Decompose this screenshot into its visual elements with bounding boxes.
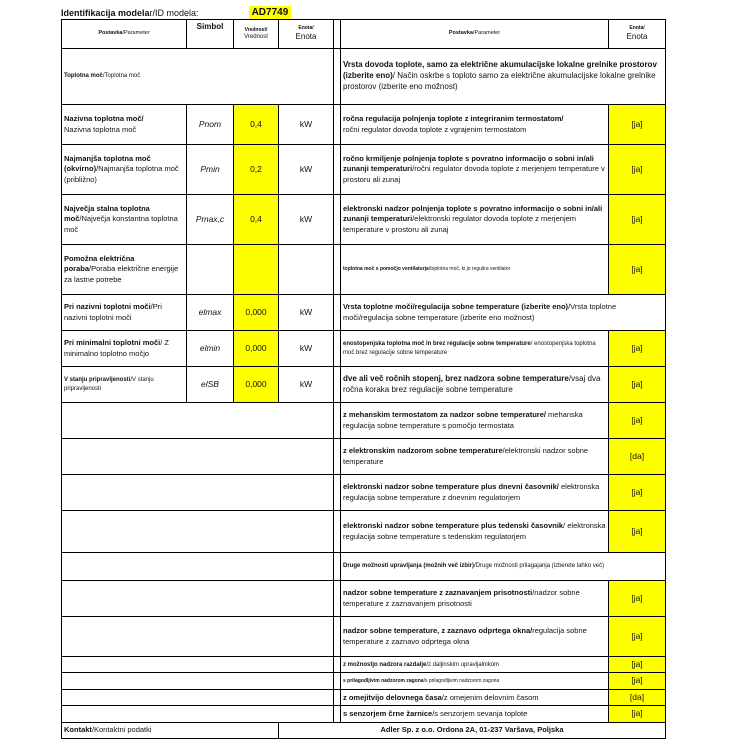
model-id-value: AD7749 xyxy=(249,6,292,19)
spacer-cell xyxy=(334,20,341,49)
param-symbol: elmax xyxy=(187,295,234,331)
spacer-cell xyxy=(334,673,341,689)
param-label: Pri nazivni toplotni moči/Pri nazivni toplotni moči xyxy=(62,295,187,331)
option-label: z možnostjo nadzora razdalje/z daljinskim upravljalnikom xyxy=(341,657,609,673)
spacer-cell xyxy=(334,49,341,105)
table-row xyxy=(62,553,666,581)
spacer-cell xyxy=(334,689,341,705)
option-value: [ja] xyxy=(609,195,666,245)
param-unit: kW xyxy=(279,105,334,145)
option-label: dve ali več ročnih stopenj, brez nadzora sobne temperature/vsaj dva ročna koraka brez regulacije sobne temperature xyxy=(341,367,609,403)
heat-output-heading: Toplotna moč/Toplotna moč xyxy=(62,49,334,105)
table-row xyxy=(62,105,666,145)
option-value: [ja] xyxy=(609,511,666,553)
option-value: [ja] xyxy=(609,673,666,689)
param-value: 0,000 xyxy=(234,367,279,403)
empty-cell xyxy=(62,475,334,511)
table-header-row xyxy=(62,20,666,49)
param-symbol: Pmin xyxy=(187,145,234,195)
spacer-cell xyxy=(334,657,341,673)
model-id-label: Identifikacija modela xyxy=(61,7,150,18)
option-value: [da] xyxy=(609,439,666,475)
param-value xyxy=(234,245,279,295)
empty-cell xyxy=(62,617,334,657)
param-unit: kW xyxy=(279,195,334,245)
spacer-cell xyxy=(334,295,341,331)
option-value: [ja] xyxy=(609,403,666,439)
spacer-cell xyxy=(334,245,341,295)
table-row xyxy=(62,511,666,553)
option-label: toplotna moč s pomočjo ventilatorja/toplotna moč, ki jo regulira ventilator xyxy=(341,245,609,295)
param-value: 0,000 xyxy=(234,295,279,331)
contact-label: Kontakt/Kontaktni podatki xyxy=(62,722,279,738)
param-label: Največja stalna toplotna moč/Največja konstantna toplotna moč xyxy=(62,195,187,245)
spacer-cell xyxy=(334,403,341,439)
option-label: elektronski nadzor sobne temperature plus tedenski časovnik/ elektronska regulacija sobne temperature s tedenskim regulatorjem xyxy=(341,511,609,553)
empty-cell xyxy=(62,706,334,722)
spacer-cell xyxy=(334,475,341,511)
option-value: [ja] xyxy=(609,617,666,657)
param-value: 0,000 xyxy=(234,331,279,367)
option-value: [ja] xyxy=(609,475,666,511)
table-row xyxy=(62,581,666,617)
spacer-cell xyxy=(334,195,341,245)
empty-cell xyxy=(62,553,334,581)
option-label: z omejitvijo delovnega časa/z omejenim delovnim časom xyxy=(341,689,609,705)
option-value: [ja] xyxy=(609,657,666,673)
option-value: [ja] xyxy=(609,581,666,617)
spacer-cell xyxy=(334,706,341,722)
table-row xyxy=(62,689,666,705)
param-value: 0,4 xyxy=(234,105,279,145)
model-identification xyxy=(61,6,291,19)
option-label: enostopenjska toplotna moč in brez regulacije sobne temperature/ enostopenjska toplotna moč brez regulacije sobne temperature xyxy=(341,331,609,367)
param-label: Pri minimalni toplotni moči/ Z minimalno toplotno močjo xyxy=(62,331,187,367)
param-label: Nazivna toplotna moč/ Nazivna toplotna moč xyxy=(62,105,187,145)
option-label: z mehanskim termostatom za nadzor sobne temperature/ mehanska regulacija sobne temperature s pomočjo termostata xyxy=(341,403,609,439)
table-row xyxy=(62,49,666,105)
table-row xyxy=(62,403,666,439)
table-row xyxy=(62,706,666,722)
param-value: 0,4 xyxy=(234,195,279,245)
col-header-unit-right: Enota/ Enota xyxy=(609,20,666,49)
spacer-cell xyxy=(334,439,341,475)
spacer-cell xyxy=(334,553,341,581)
table-row xyxy=(62,245,666,295)
col-header-parameter: Postavka/Parameter xyxy=(62,20,187,49)
option-label: ročna regulacija polnjenja toplote z integriranim termostatom/ ročni regulator dovoda toplote z vgrajenim termostatom xyxy=(341,105,609,145)
option-label: s prilagodljivim nadzorom zagona/s prilagodljivim nadzorom zagona xyxy=(341,673,609,689)
table-row xyxy=(62,331,666,367)
empty-cell xyxy=(62,689,334,705)
table-row xyxy=(62,195,666,245)
param-unit: kW xyxy=(279,367,334,403)
table-row xyxy=(62,145,666,195)
option-label: s senzorjem črne žarnice/s senzorjem sevanja toplote xyxy=(341,706,609,722)
param-symbol: elSB xyxy=(187,367,234,403)
param-symbol: elmin xyxy=(187,331,234,367)
param-symbol: Pmax,c xyxy=(187,195,234,245)
spacer-cell xyxy=(334,511,341,553)
empty-cell xyxy=(62,511,334,553)
spacer-cell xyxy=(334,145,341,195)
contact-value: Adler Sp. z o.o. Ordona 2A, 01-237 Varšava, Poljska xyxy=(279,722,666,738)
param-unit: kW xyxy=(279,331,334,367)
table-row xyxy=(62,295,666,331)
option-value: [ja] xyxy=(609,331,666,367)
table-row xyxy=(62,475,666,511)
table-row xyxy=(62,657,666,673)
option-label: ročno krmiljenje polnjenja toplote s povratno informacijo o sobni in/ali zunanji temperaturi/ročni regulator dovoda toplote z merjenjem temperature v prostoru ali zunaj xyxy=(341,145,609,195)
option-label: z elektronskim nadzorom sobne temperature/elektronski nadzor sobne temperature xyxy=(341,439,609,475)
heat-input-type-heading: Vrsta dovoda toplote, samo za električne akumulacijske lokalne grelnike prostorov (izberite eno)/ Način oskrbe s toploto samo za električne akumulacijske lokalne grelnike prostorov (izberite eno možnost) xyxy=(341,49,666,105)
param-value: 0,2 xyxy=(234,145,279,195)
room-temperature-type-heading: Vrsta toplotne moči/regulacija sobne temperature (izberite eno)/Vrsta toplotne moči/regulacija sobne temperature (izberite eno možnost) xyxy=(341,295,666,331)
empty-cell xyxy=(62,403,334,439)
empty-cell xyxy=(62,673,334,689)
option-label: elektronski nadzor sobne temperature plus dnevni časovnik/ elektronska regulacija sobne temperature z dnevnim regulatorjem xyxy=(341,475,609,511)
table-row xyxy=(62,673,666,689)
spacer-cell xyxy=(334,617,341,657)
table-row xyxy=(62,367,666,403)
model-id-label-rest: r/ID modela: xyxy=(149,7,199,18)
option-value: [ja] xyxy=(609,706,666,722)
col-header-symbol: Simbol xyxy=(187,20,234,49)
param-label: V stanju pripravljenosti/V stanju pripravljenosti xyxy=(62,367,187,403)
product-information-table xyxy=(61,19,666,739)
empty-cell xyxy=(62,657,334,673)
option-label: nadzor sobne temperature, z zaznavo odprtega okna/regulacija sobne temperature z zaznavo odprtega okna xyxy=(341,617,609,657)
option-value: [ja] xyxy=(609,145,666,195)
table-row xyxy=(62,617,666,657)
option-label: nadzor sobne temperature z zaznavanjem prisotnosti/nadzor sobne temperature z zaznavanjem prisotnosti xyxy=(341,581,609,617)
col-header-parameter-right: Postavka/Parameter xyxy=(341,20,609,49)
empty-cell xyxy=(62,581,334,617)
option-value: [ja] xyxy=(609,367,666,403)
empty-cell xyxy=(62,439,334,475)
spacer-cell xyxy=(334,105,341,145)
param-symbol: Pnom xyxy=(187,105,234,145)
param-unit: kW xyxy=(279,145,334,195)
param-label: Pomožna električna poraba/Poraba električne energije za lastne potrebe xyxy=(62,245,187,295)
option-value: [ja] xyxy=(609,245,666,295)
param-unit xyxy=(279,245,334,295)
table-row xyxy=(62,439,666,475)
option-value: [ja] xyxy=(609,105,666,145)
spacer-cell xyxy=(334,367,341,403)
param-unit: kW xyxy=(279,295,334,331)
spacer-cell xyxy=(334,581,341,617)
col-header-value: Vrednost/ Vrednost xyxy=(234,20,279,49)
contact-row xyxy=(62,722,666,738)
other-control-heading: Druge možnosti upravljanja (možnih več izbir)/Druge možnosti prilagajanja (izberete lahko več) xyxy=(341,553,666,581)
param-symbol xyxy=(187,245,234,295)
spacer-cell xyxy=(334,331,341,367)
option-value: [da] xyxy=(609,689,666,705)
param-label: Najmanjša toplotna moč (okvirno)/Najmanjša toplotna moč (približno) xyxy=(62,145,187,195)
option-label: elektronski nadzor polnjenja toplote s povratno informacijo o sobni in/ali zunanji temperaturi/elektronski regulator dovoda toplote z merjenjem temperature v prostoru ali zunaj xyxy=(341,195,609,245)
col-header-unit: Enota/ Enota xyxy=(279,20,334,49)
